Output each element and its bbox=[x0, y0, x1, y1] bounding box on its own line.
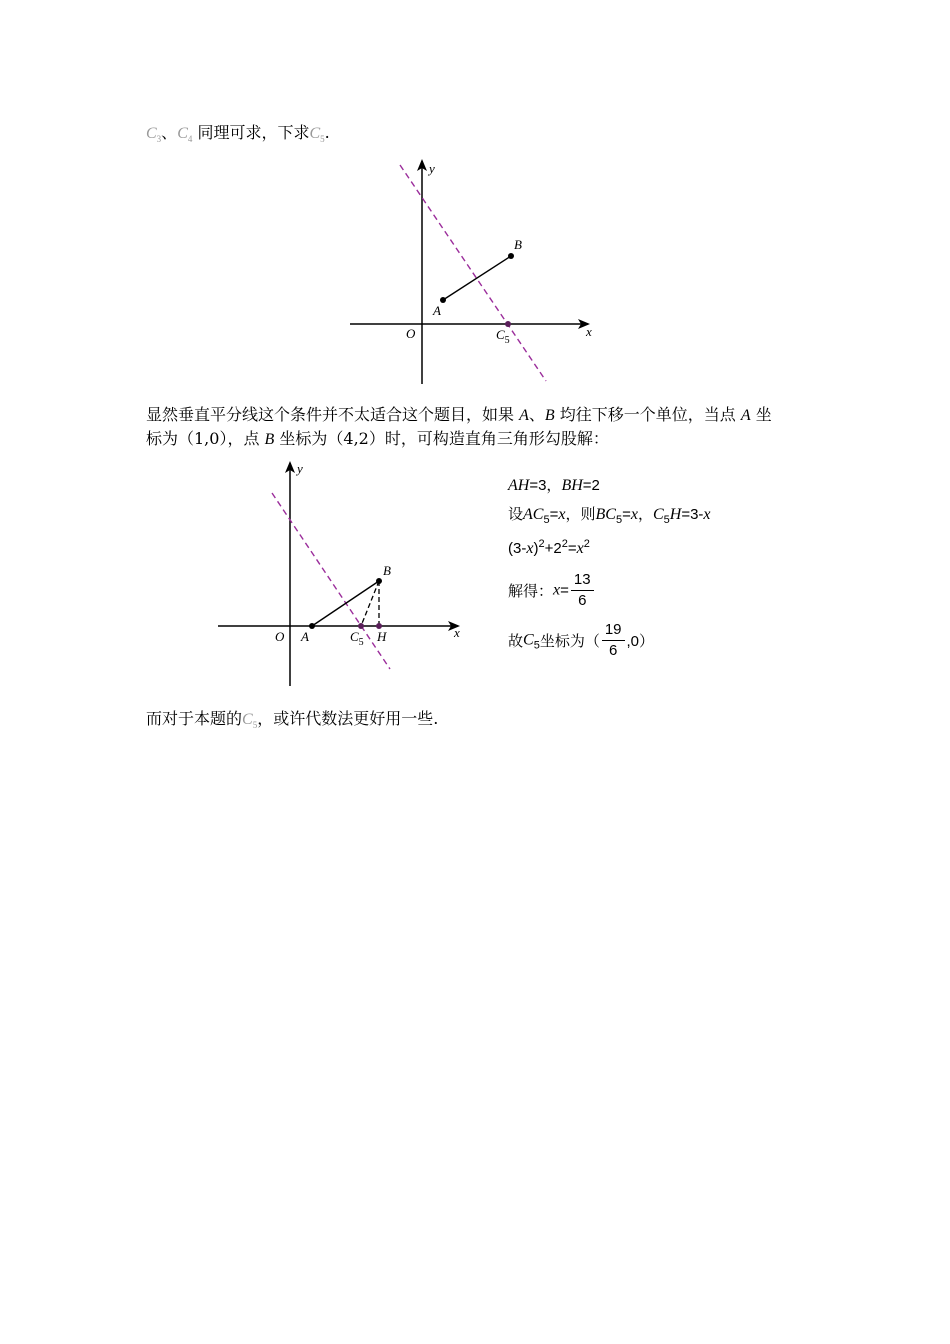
label-x: x bbox=[454, 625, 460, 640]
label-o: O bbox=[275, 629, 285, 644]
closing-line: 而对于本题的$C_5$，或许代数法更好用一些. bbox=[146, 709, 439, 731]
c4-symbol: $C_4$ bbox=[177, 125, 193, 145]
separator: 、 bbox=[161, 123, 178, 142]
text-run: 坐标为（4,2）时，可构造直角三角形勾股解： bbox=[274, 429, 609, 448]
label-c5: $C_5$ bbox=[350, 629, 364, 648]
math-variable: A bbox=[519, 407, 529, 424]
label-b: B bbox=[514, 237, 522, 252]
label-o: O bbox=[406, 326, 416, 341]
solution-eq-3: $(3-x)^2+2^2=x^2$ bbox=[508, 538, 590, 557]
c5-symbol: $C_5$ bbox=[309, 125, 325, 145]
c5-symbol: $C_5$ bbox=[242, 711, 258, 731]
label-a: A bbox=[301, 629, 309, 644]
fraction-13-6: $\frac{13}{6}$ bbox=[571, 570, 594, 611]
label-x: x bbox=[586, 324, 592, 339]
text-run: 均往下移一个单位，当点 bbox=[554, 405, 741, 424]
solution-eq-1: AH=3，BH=2 bbox=[508, 477, 600, 494]
math-variable: B bbox=[264, 431, 275, 448]
segment-ab bbox=[443, 256, 511, 300]
label-b: B bbox=[383, 563, 391, 578]
math-variable: B bbox=[544, 407, 555, 424]
solution-eq-5: 故$C_5$坐标为（ $\frac{19}{6}$ ,0） bbox=[508, 621, 655, 659]
paragraph-2-line-1 bbox=[146, 402, 772, 425]
text-run: 显然垂直平分线这个条件并不太适合这个题目，如果 bbox=[146, 405, 520, 424]
label-c5: $C_5$ bbox=[496, 327, 510, 346]
text-run: 、 bbox=[528, 405, 545, 424]
c3-symbol: $C_3$ bbox=[146, 125, 162, 145]
label-a: A bbox=[433, 303, 441, 318]
fraction-19-6: $\frac{19}{6}$ bbox=[602, 620, 625, 661]
figure-2 bbox=[210, 455, 470, 690]
point-b bbox=[376, 578, 382, 584]
paragraph-2-line-2 bbox=[146, 426, 609, 449]
point-c5 bbox=[505, 321, 511, 327]
point-b bbox=[508, 253, 514, 259]
label-y: y bbox=[297, 461, 303, 476]
point-a bbox=[309, 623, 315, 629]
point-c5 bbox=[358, 623, 364, 629]
label-y: y bbox=[429, 161, 435, 176]
solution-eq-2: 设$AC_5=x$，则$BC_5=x$，$C_5H=3-x$ bbox=[508, 506, 711, 526]
segment-ab bbox=[312, 581, 379, 626]
text-run: 坐 bbox=[750, 405, 772, 424]
math-variable: A bbox=[740, 407, 751, 424]
intro-text: 同理可求，下求 bbox=[192, 123, 310, 142]
solution-eq-4: 解得：x= $\frac{13}{6}$ bbox=[508, 570, 596, 611]
intro-line bbox=[146, 120, 330, 144]
label-h: H bbox=[377, 629, 387, 644]
text-run: 标为（1,0），点 bbox=[146, 429, 265, 448]
intro-end: . bbox=[324, 123, 330, 142]
figure-1 bbox=[340, 155, 600, 390]
